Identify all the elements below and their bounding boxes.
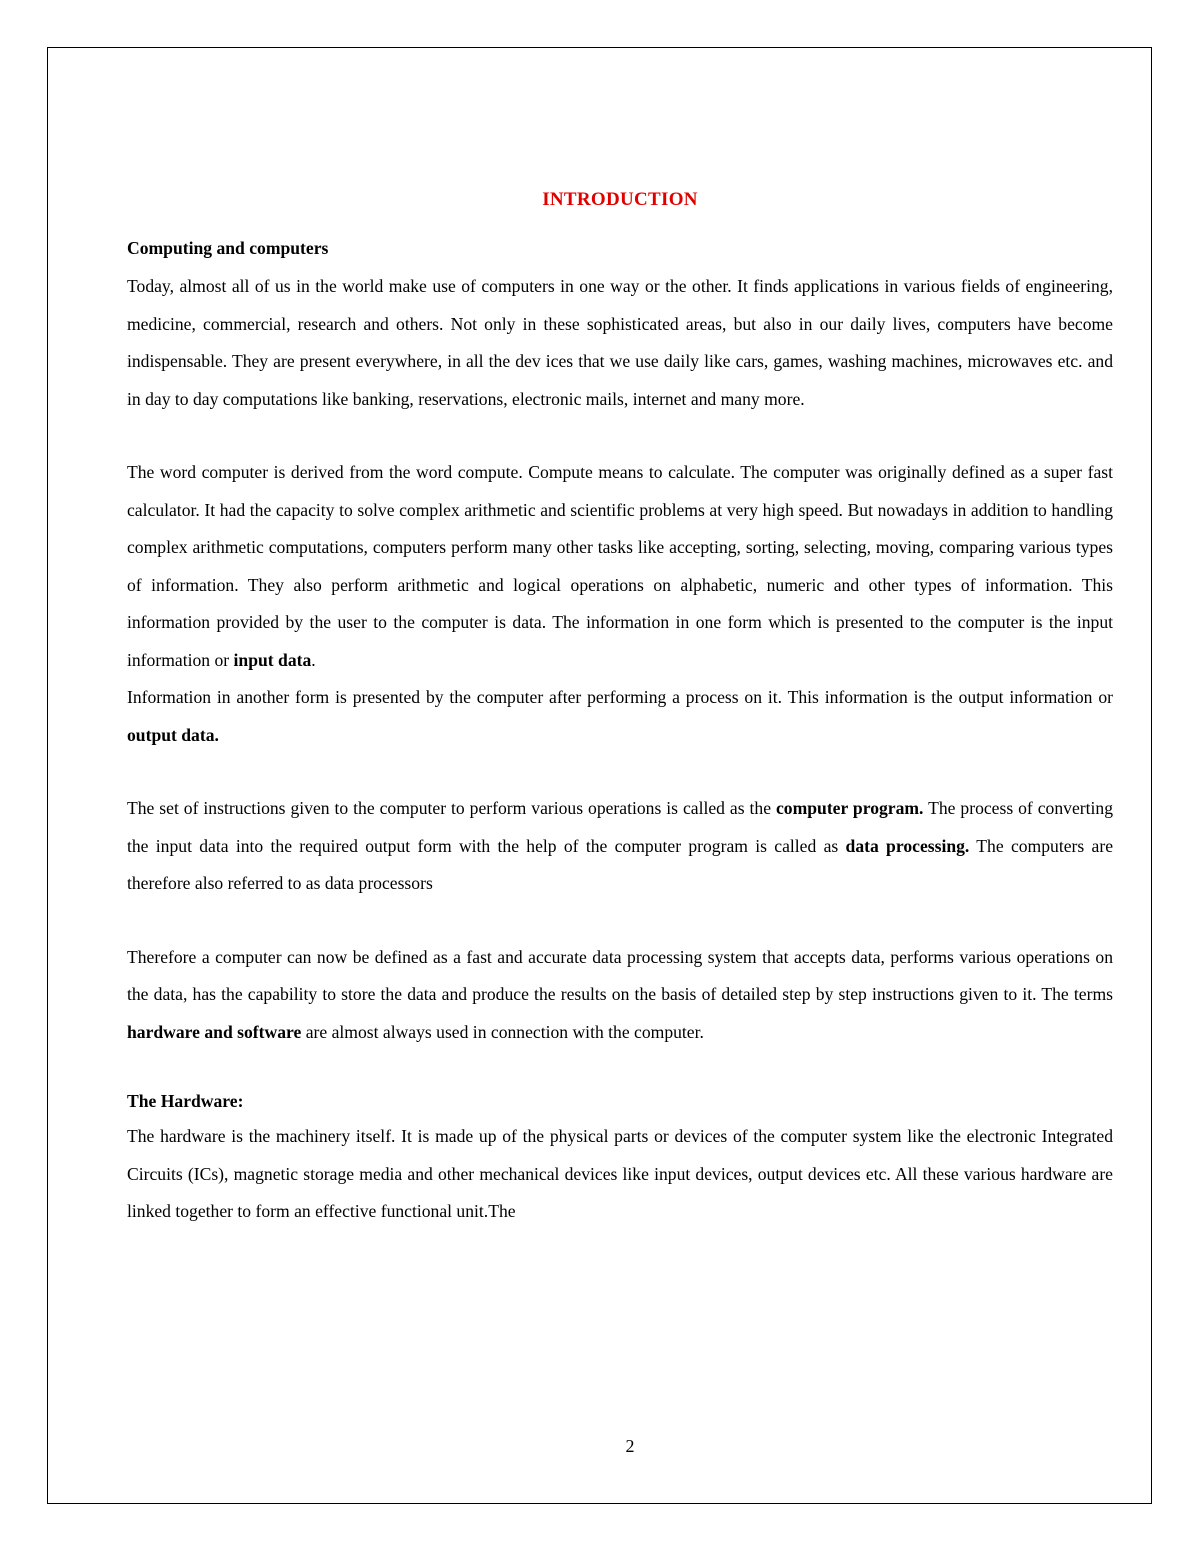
paragraph-program	[127, 790, 1113, 903]
term-computer-program: computer program.	[775, 798, 924, 818]
paragraph-hardware: The hardware is the machinery itself. It is made up of the physical parts or devices of the computer system like the electronic Integrated Circuits (ICs), magnetic storage media and other mechanical devices like input devices, output devices etc. All these various hardware are linked together to form an effective functional unit.The	[127, 1126, 1113, 1221]
paragraph-program-text-1: The set of instructions given to the computer to perform various operations is called as the	[127, 798, 776, 818]
paragraph-definition	[127, 454, 1113, 679]
paragraph-spacer	[127, 754, 1113, 790]
paragraph-program-text-2: The process of converting the input data into the required output form with the help of the computer program is called as	[127, 798, 1113, 856]
term-hardware-software: hardware and software	[127, 1021, 302, 1042]
paragraph-spacer	[127, 1051, 1113, 1085]
term-output-data: output data.	[127, 724, 219, 745]
section-heading: Computing and computers	[127, 238, 329, 258]
paragraph-spacer	[127, 903, 1113, 939]
paragraph-program-text-3: The computers are therefore also referred to as data processors	[127, 835, 1114, 893]
paragraph-computer-definition-text-2: are almost always used in connection with the computer.	[301, 1021, 704, 1042]
page-title: INTRODUCTION	[542, 189, 698, 210]
paragraph-definition-end: .	[311, 649, 316, 670]
term-data-processing: data processing.	[845, 835, 970, 856]
page-number: 2	[625, 1436, 635, 1456]
hardware-heading: The Hardware:	[127, 1091, 244, 1111]
term-input-data: input data	[233, 649, 312, 670]
paragraph-computer-definition-text-1: Therefore a computer can now be defined as a fast and accurate data processing system that accepts data, performs various operations on the data, has the capability to store the data and produce the results on the basis of detailed step by step instructions given to it. The terms	[127, 946, 1113, 1004]
paragraph-spacer	[127, 418, 1113, 454]
document-body	[127, 186, 1113, 1231]
paragraph-output-text: Information in another form is presented by the computer after performing a process on it. This information is the output information or	[127, 687, 1113, 707]
paragraph-computer-definition	[127, 939, 1113, 1052]
paragraph-intro: Today, almost all of us in the world make use of computers in one way or the other. It finds applications in various fields of engineering, medicine, commercial, research and others. Not only in these sophisticated areas, but also in our daily lives, computers have become indispensable. They are present everywhere, in all the dev ices that we use daily like cars, games, washing machines, microwaves etc. and in day to day computations like banking, reservations, electronic mails, internet and many more.	[127, 276, 1113, 409]
paragraph-output	[127, 679, 1113, 754]
paragraph-definition-text: The word computer is derived from the word compute. Compute means to calculate. The computer was originally defined as a super fast calculator. It had the capacity to solve complex arithmetic and scientific problems at very high speed. But nowadays in addition to handling complex arithmetic computations, computers perform many other tasks like accepting, sorting, selecting, moving, comparing various types of information. They also perform arithmetic and logical operations on alphabetic, numeric and other types of information. This information provided by the user to the computer is data. The information in one form which is presented to the computer is the input information or	[127, 462, 1113, 670]
